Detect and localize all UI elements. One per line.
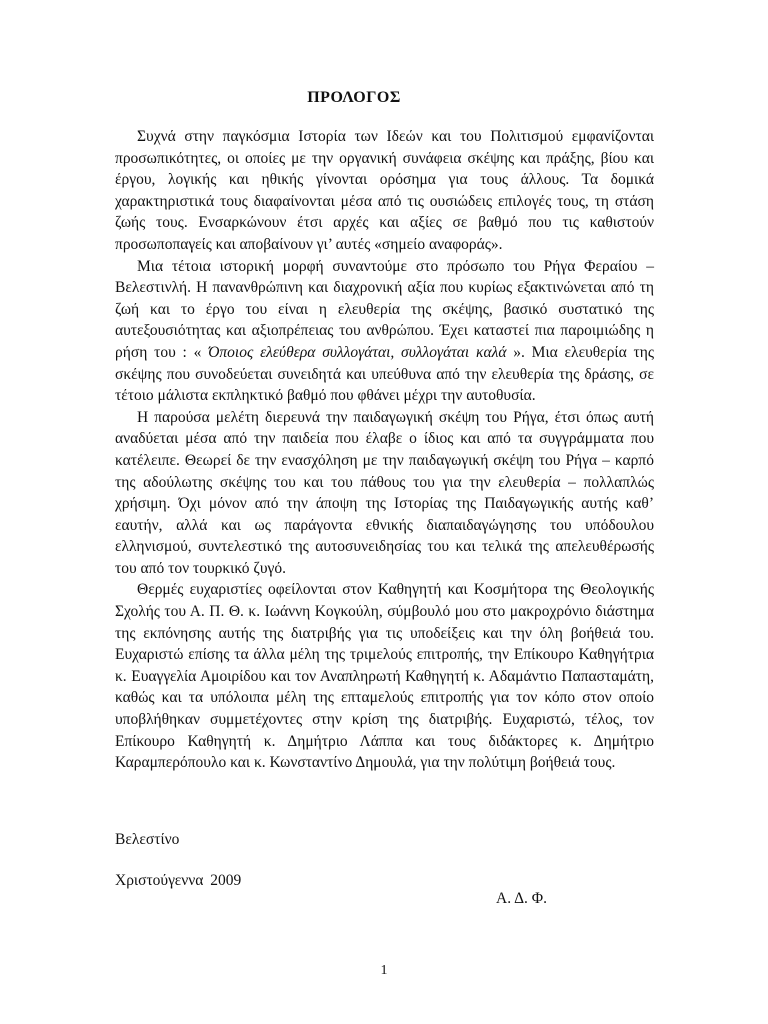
date-line: Χριστούγεννα 2009 [115,872,242,889]
paragraph-2 [115,256,654,407]
page-number: 1 [380,963,388,978]
place-name: Βελεστίνο [115,831,180,848]
author-initials: Α. Δ. Φ. [496,890,548,907]
preface-body [115,126,654,774]
paragraph-2-text-start: Μια τέτοια ιστορική μορφή συναντούμε στο πρόσωπο του Ρήγα Φεραίου – Βελεστινλή. Η πανανθρώπινη και διαχρονική αξία που κυρίως εξακτινώνεται από τη ζωή και το έργο του είναι η ελευθερία της σκέψης, βασικό συστατικό της αυτεξουσιότητας και αξιοπρέπειας του ανθρώπου. Έχει καταστεί πια παροιμιώδης η ρήση του : « [115,257,654,361]
page-title: ΠΡΟΛΟΓΟΣ [307,89,401,106]
paragraph-4: Θερμές ευχαριστίες οφείλονται στον Καθηγητή και Κοσμήτορα της Θεολογικής Σχολής του Α. Π. Θ. κ. Ιωάννη Κογκούλη, σύμβουλό μου στο μακροχρόνιο διάστημα της εκπόνησης αυτής της διατριβής για τις υποδείξεις και την όλη βοήθειά του. Ευχαριστώ επίσης τα άλλα μέλη της τριμελούς επιτροπής, την Επίκουρο Καθηγήτρια κ. Ευαγγελία Αμοιρίδου και τον Αναπληρωτή Καθηγητή κ. Αδαμάντιο Παπασταμάτη, καθώς και τα υπόλοιπα μέλη της επταμελούς επιτροπής για τον κόπο στον οποίο υποβλήθηκαν συμμετέχοντες στην κρίση της διατριβής. Ευχαριστώ, τέλος, τον Επίκουρο Καθηγητή κ. Δημήτριο Λάππα και τους διδάκτορες κ. Δημήτριο Καραμπερόπουλο και κ. Κωνσταντίνο Δημουλά, για την πολύτιμη βοήθειά τους. [115,581,654,772]
paragraph-1: Συχνά στην παγκόσμια Ιστορία των Ιδεών και του Πολιτισμού εμφανίζονται προσωπικότητες, οι οποίες με την οργανική συνάφεια σκέψης και πράξης, βίου και έργου, λογικής και ηθικής γίνονται ορόσημα για τους άλλους. Τα δομικά χαρακτηριστικά τους διαφαίνονται μέσα από τις ουσιώδεις επιλογές τους, τη στάση ζωής τους. Ενσαρκώνουν έτσι αρχές και αξίες σε βαθμό που τις καθιστούν προσωποπαγείς και αποβαίνουν γι’ αυτές «σημείο αναφοράς». [115,128,654,253]
rigas-quote: Όποιος ελεύθερα συλλογάται, συλλογάται καλά [208,343,507,361]
paragraph-2-text-end: ». Μια ελευθερία της σκέψης που συνοδεύεται συνειδητά και υπεύθυνα από την ελευθερία της δράσης, σε τέτοιο μάλιστα εκπληκτικό βαθμό που φθάνει μέχρι την αυτοθυσία. [115,343,654,405]
paragraph-3: Η παρούσα μελέτη διερευνά την παιδαγωγική σκέψη του Ρήγα, έτσι όπως αυτή αναδύεται μέσα από την παιδεία που έλαβε ο ίδιος και από τα συγγράμματα που κατέλειπε. Θεωρεί δε την ενασχόληση με την παιδαγωγική σκέψη του Ρήγα – καρπό της αδούλωτης σκέψης του και του πάθους του για την ελευθερία – πολλαπλώς χρήσιμη. Όχι μόνον από την άποψη της Ιστορίας της Παιδαγωγικής αυτής καθ’ εαυτήν, αλλά και ως παράγοντα εθνικής διαπαιδαγώγησης του υπόδουλου ελληνισμού, συντελεστικό της αυτοσυνειδησίας του και τελικά της απελευθέρωσής του από τον τουρκικό ζυγό. [115,408,654,577]
